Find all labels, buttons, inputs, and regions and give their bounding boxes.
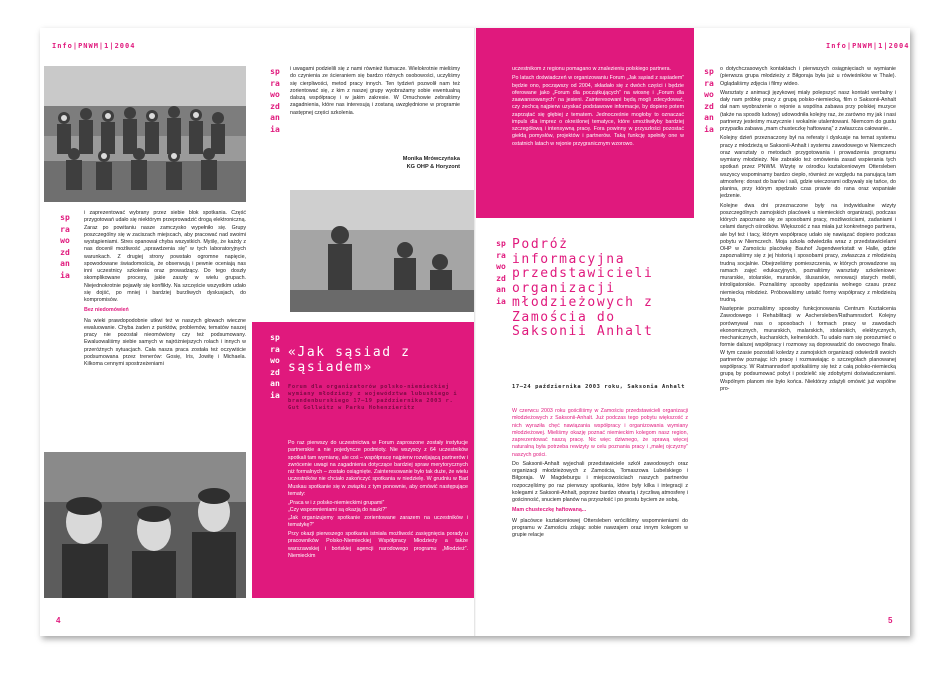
section-label-article1: sprawozdania [270, 333, 280, 400]
meeting-photo-illustration [44, 452, 246, 598]
article1-quote-1: „Praca w i z polsko-niemieckimi grupami” [288, 500, 385, 506]
col1-text [84, 210, 246, 446]
col2-paragraph-1: i uwagami podzielili się z nami również tłumacze. Wielokrotnie mieliśmy do czynienia ze ścieraniem się bardzo różnych osobowości, uczyliśmy się cierpliwości, metod pracy innych. Ten tydzień pozwolił nam też zorientować się, z kim z naszej grupy wyobrażamy sobie ewentualną dalszą współpracę i w jakim zakresie. W Ornuchowie zebraliśmy zagadnienia, które nas interesują i zostaną uwzględnione w programie następnej części szkolenia. [290, 66, 460, 116]
group-photo-illustration [44, 66, 246, 202]
header-left: Info|PNWM|1|2004 [52, 42, 136, 50]
article2-lead: W czerwcu 2003 roku gościliśmy w Zamościu przedstawicieli organizacji młodzieżowych z Saksonii-Anhalt. Już podczas tego pobytu większość z nich wyraziła chęć nawiązania współpracy i organizowania wymiany młodzieżowej. Mieliśmy okazję poznać niemieckim kolegom nasz region, zaprezentować naszą pracę. Nic więc dziwnego, że sprawą więcej naturalną była potrzeba rewizyty w celu poznania pracy i „małej ojczyzny” naszych gości. [512, 408, 688, 458]
page-number-right: 5 [888, 616, 893, 625]
article2-text [512, 408, 688, 614]
article1-paragraph-1: Po raz pierwszy do uczestnictwa w Forum zaproszone zostały instytucje partnerskie a nie pojedyncze podmioty. Nie wszyscy z 64 uczestników spotkali tam wymianę, ale coś – współpracę najpierw rozwijającą partnerów i zwrócenie uwagi na zagadnienia dotyczące bardziej spraw merytorycznych niż formalnych – zostało osiągnięte. Zainteresowanie było tak duże, że wielu uczestników nie chciało zakończyć spotkania w niedzielę. W grudniu w Bad Muskau spotkanie się w związku z tym ponownie, aby omówić następujące tematy: [288, 440, 468, 497]
signature-block [320, 156, 460, 171]
article2-subtitle: 17–24 października 2003 roku, Saksonia Anhalt [512, 384, 686, 390]
page-number-left: 4 [56, 616, 61, 625]
article2-paragraph-2: W placówce kształceniowej Ottersleben wróciliśmy wspomnieniami do programu w Zamościu zdając sobie nawzajem oraz innym kolegom w grupie relacje [512, 517, 688, 538]
group-photo [44, 66, 246, 202]
col3-paragraph-2: Po latach doświadczeń w organizowaniu Forum „Jak sąsiad z sąsiadem” będzie ono, począwszy od 2004, składało się z dwóch części i będzie oferowane jako „Forum dla początkujących” na wiosnę i „Forum dla zaawansowanych” na jesieni. Zainteresowani będą mogli zdecydować, czy zechcą najpierw uzyskać podstawowe informacje, by dopiero potem zaprzątać się głębiej z tematem. Jednocześnie mogłoby to oznaczać impuls dla imprez o określonej tematyce, które umożliwiłyby bardziej szczegółową i intensywną pracę. Fora powinny w przyszłości pozostać giełdą pomysłów, projektów i partnerów. Taką funkcję spełniły one w ostatnich latach w rejonie przygranicznym wzorowo. [512, 75, 684, 147]
col3-top-text [512, 66, 684, 214]
col4-text [720, 66, 896, 614]
col4-paragraph-5: Następnie poznaliśmy sposoby funkcjonowania Centrum Kształcenia Zawodowego i Rehabilitacji w Aschersleben/Rathamnsdorf. Kolejny porównywał nas o sposobach i formach pracy w zawodach ekonomicznych, murarskich, malarskich, stolarskich, elektrycznych, mechanicznych, kucharskich, kelnerskich. Tu udało nam się porozumieć o formie dalszej współpracy i rozmowy są doprowadzić do owocnego finału. W tym czasie pozostali koledzy z zamojskich organizacji odwiedzili swoich partnerów poznając ich pracę i rozmawiając o szczegółach planowanej współpracy. W Ratmannsdorf spotkaliśmy się też z całą polsko-niemiecką grupą by podsumować pobyt i podzielić się zdobytymi doświadczeniami. Wspólnym planom nie było końca. Niektórzy zdążyli omówić już wspólne pro- [720, 306, 896, 392]
col4-paragraph-2: Warsztaty z animacji językowej miały polepszyć nasz kontakt werbalny i dały nam próbkę pracy z grupą polsko-niemiecką, film o Saksonii-Anhalt dał nam wyobrażenie o rejonie a wspólna zabawa przy polskiej muzyce (także na sposób ludowy) udowodniła kolejny raz, że zarówno my jak i nasi partnerzy jesteśmy muzycznie i wokalnie utalentowani. Niemcom do gustu przypadła zabawa „mam chusteczkę haftowaną” z zwłaszcza całowanie... [720, 89, 896, 132]
col4-paragraph-1: o dotychczasowych kontaktach i pierwszych osiągnięciach w wymianie (pierwsza grupa młodzieży z Biłgoraja była już u rówieśników w Thale). Oglądaliśmy zdjęcia i filmy wideo. [720, 66, 896, 87]
article2-subheading: Mam chusteczkę haftowaną... [512, 507, 587, 514]
col4-paragraph-4: Kolejne dwa dni przeznaczone były na indywidualne wizyty poszczególnych zamojskich placówek u niemieckich organizacji, podczas których zapoznano się ze sposobami pracy, możliwościami, zadaniami i celami danych ośrodków. Większość z nas miała już konkretnego partnera, ale był też i tacy, którym współpracę udało się nawiązać dopiero podczas pobytu w Niemczech. Moja szkoła odwiedziła wraz z przedstawicielami OHP w Zamościu placówkę Bauhof Jugendwerkstatt w Halle, gdzie zapoznaliśmy się z jej historią i sposobami pracy, zwłaszcza z młodzieżą trudną socjalnie. Obejrzeliśmy pomieszczenia, w których prowadzone są ramach zajęć edukacyjnych, poznaliśmy warsztaty szkoleniowe: murarskie, stolarskie, murarskie, ślusarskie, renowacji starych mebli, introligatorskie. Poznaliśmy sposoby spędzania wolnego czasu przez niemiecką młodzież. Próbowaliśmy ustalić formy współpracy z młodzieżą trudną. [720, 202, 896, 303]
article1-title: «Jak sąsiad z sąsiadem» [288, 345, 411, 375]
col1-subheading: Bez niedomówień [84, 307, 129, 314]
signature-org: KG OHP & Horyzont [406, 163, 460, 170]
col1-paragraph-1: i zaprezentować wybrany przez siebie blok spotkania. Część przygotowań udało się niektórym przeprowadzić drogą elektroniczną. Zaraz po powitaniu nasze zamczysko wypełniło się. Grupy poszczególny się w zaciszach miejscach, aby pracować nad swoimi wystąpieniami. Stres opanował chyba wszystkich. Myślę, że każdy z nas docenił możliwość „sprawdzenia się” w tych laboratoryjnych warunkach. Z drugiej strony powstało ogromne napięcie, spowodowane świadomością, że obserwują i pewnie oceniają nas inni uczestnicy szkolenia oraz prowadzący. Do tego doszły skomplikowane procesy, jakie zaszły w wielu grupach. Niejednokrotnie pojawiły się konflikty. Na szczęście wszystkim udało się dojść, po mniej i bardziej burzliwych dyskusjach, do kompromisów. [84, 210, 246, 303]
col4-paragraph-3: Kolejny dzień przeznaczony był na referaty i dyskusje na temat systemu pracy z młodzieżą w Saksonii-Anhalt i systemu zawodowego w Niemczech oraz warsztaty o metodach przygotowania i prowadzenia programu wymiany młodzieży. Nie zabrakło też omówienia zasad wspierania tych spotkań przez PNWM. Wizytę w ośrodku kształceniowym Ottersleben wszyscy wspominamy bardzo ciepło, również ze względu na panującą tam atmosferę: dorast do barów i sali, gdzie wieczorami odbywały się tańce, do planina, przy którym spędzało czas prawie do rana oraz wspaniałe jedzenie. [720, 135, 896, 200]
article1-text [288, 440, 468, 596]
signature-name: Monika Mrówczyńska [402, 156, 460, 162]
header-right: Info|PNWM|1|2004 [826, 42, 910, 50]
section-label-article2: sprawozdania [496, 239, 506, 306]
col3-paragraph-1: uczestnikom z regionu pomagano w znalezieniu polskiego partnera. [512, 66, 671, 72]
col1-paragraph-2: Na wieki prawdopodobnie utkwi też w naszych głowach wieczne ewaluowanie. Chyba żaden z punktów, problemów, tematów naszej pracy nie pozostał nieomówiony czy też podsumowany. Ewaluowaliśmy siebie samych w najróżniejszych rolach i innych w przeróżnych sytuacjach. Cała nasza praca została też oczywiście podsumowana przez trenerów: Gosię, Iris, Jowitę i Michaela. Kilkoma cennymi spostrzeżeniami [84, 317, 246, 367]
forum-photo-illustration [290, 190, 474, 312]
article1-subtitle: Forum dla organizatorów polsko-niemieckiej wymiany młodzieży z województwa lubuskiego i brandenburskiego 17–19 października 2003 r. Gut Gollwitz w Parku Hohenzieritz [288, 384, 458, 411]
col2-text [290, 66, 460, 158]
article2-paragraph-1: Do Saksonii-Anhalt wyjechali przedstawiciele szkół zawodowych oraz organizacji młodzieżowych z Zamościa, Tomaszowa Lubelskiego i Biłgoraja. W Magdeburgu i miejscowościach naszych partnerów rozpoczęliśmy po raz pierwszy spotkania, które były kilka i integracji z kolegami z Saksonii-Anhalt, poprzez bardzo otwartą i życzliwą atmosferę i gościnność, snuciem planów na przyszłość i po prostu byciem ze sobą. [512, 460, 688, 503]
forum-photo [290, 190, 474, 312]
article1-paragraph-2: Przy okazji pierwszego spotkania istniała możliwość zasięgnięcia porady u pracowników Polsko-Niemieckiej Współpracy Młodzieży a także warszawskiej i bońskiej agencji narodowego programu „Młodzież”. Niemieckim [288, 531, 468, 559]
section-label-col2: sprawozdania [270, 67, 280, 134]
article1-quote-3: „Jak organizujemy spotkanie zorientowane zarazem na uczestników i tematykę?” [288, 514, 468, 528]
section-label-col1: sprawozdania [60, 213, 70, 280]
article2-title: Podróż informacyjna przedstawicieli organizacji młodzieżowych z Zamościa do Saksonii Anhalt [512, 237, 654, 339]
meeting-photo [44, 452, 246, 598]
article1-quote-2: „Czy wspomnieniami są okazją do nauki?” [288, 507, 387, 514]
section-label-col4: sprawozdania [704, 67, 714, 134]
